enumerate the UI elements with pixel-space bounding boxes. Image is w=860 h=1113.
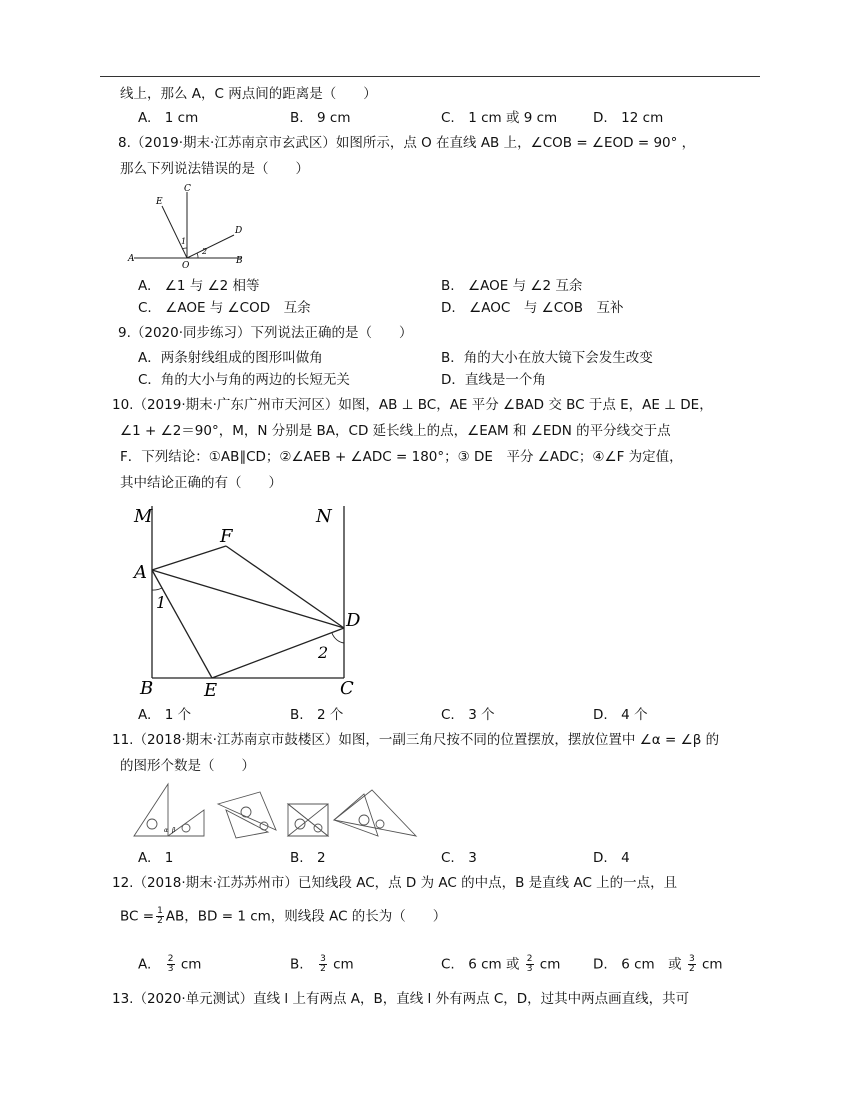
option-label: B. [290, 956, 304, 973]
fraction [688, 955, 696, 974]
q7-text: 线上，那么 A，C 两点间的距离是（ ） [120, 86, 377, 102]
q12-option-b [290, 955, 354, 974]
label-a: A [128, 254, 135, 264]
label-c: C [340, 678, 354, 699]
q8-option-d: D. ∠AOC 与 ∠COB 互补 [441, 300, 624, 316]
q10-geometry-figure [128, 498, 364, 700]
option-label: A. [138, 956, 152, 973]
q9-line1: 9.（2020·同步练习）下列说法正确的是（ ） [118, 325, 413, 341]
ray-od [187, 235, 234, 258]
q10-option-a: A. 1 个 [138, 707, 192, 723]
q12-line2-prefix: BC = [120, 908, 155, 925]
fraction-denominator: 3 [526, 964, 533, 974]
fraction-half [156, 907, 164, 926]
q12-option-a [138, 955, 201, 974]
fraction-denominator: 2 [688, 964, 695, 974]
label-b: B [140, 678, 154, 699]
label-n: N [316, 506, 332, 527]
label-d: D [235, 226, 243, 236]
fraction-denominator: 2 [157, 916, 163, 926]
fraction [319, 955, 327, 974]
q10-line2: ∠1 + ∠2＝90°，M，N 分别是 BA，CD 延长线上的点，∠EAM 和 ∠EDN 的平分线交于点 [120, 423, 671, 439]
q8-line1: 8.（2019·期末·江苏南京市玄武区）如图所示，点 O 在直线 AB 上，∠COB = ∠EOD = 90° ， [118, 135, 696, 151]
q11-option-d: D. 4 [593, 850, 630, 866]
label-m: M [134, 506, 153, 527]
q10-option-d: D. 4 个 [593, 707, 648, 723]
q8-line2: 那么下列说法错误的是（ ） [120, 161, 309, 177]
label-angle-2: 2 [318, 643, 329, 662]
q8-angle-figure [124, 182, 250, 268]
q11-line1: 11.（2018·期末·江苏南京市鼓楼区）如图，一副三角尺按不同的位置摆放，摆放位置中 ∠α = ∠β 的 [112, 732, 720, 748]
q11-line2: 的图形个数是（ ） [120, 758, 255, 774]
q10-line3: F．下列结论：①AB∥CD；②∠AEB + ∠ADC = 180°；③ DE 平分 ∠ADC；④∠F 为定值， [120, 449, 683, 465]
q13-line1: 13.（2020·单元测试）直线 l 上有两点 A，B，直线 l 外有两点 C，D，过其中两点画直线，共可 [112, 991, 690, 1007]
q12-option-c [441, 955, 560, 974]
fraction-denominator: 3 [167, 964, 174, 974]
fraction [526, 955, 534, 974]
label-f: F [220, 526, 233, 547]
q8-option-c: C. ∠AOE 与 ∠COD 互余 [138, 300, 311, 316]
fraction-numerator: 2 [526, 954, 533, 964]
q8-option-a: A. ∠1 与 ∠2 相等 [138, 278, 260, 294]
q7-option-a: A. 1 cm [138, 110, 199, 126]
q10-line1: 10.（2019·期末·广东广州市天河区）如图，AB ⊥ BC，AE 平分 ∠BAD 交 BC 于点 E，AE ⊥ DE， [112, 397, 713, 413]
set-square-figure-2 [218, 792, 276, 838]
fraction-numerator: 3 [688, 954, 695, 964]
fraction-numerator: 3 [320, 954, 326, 964]
label-o: O [182, 261, 190, 268]
label-angle-1: 1 [156, 593, 167, 612]
label-angle-2: 2 [202, 247, 208, 256]
label-e: E [156, 197, 163, 207]
q9-option-a: A．两条射线组成的图形叫做角 [138, 350, 323, 366]
label-d: D [346, 610, 361, 631]
fraction-denominator: 2 [320, 964, 326, 974]
unit: cm [539, 956, 561, 973]
beta-label: β [172, 827, 176, 834]
ray-oe [162, 206, 187, 258]
q12-line1: 12.（2018·期末·江苏苏州市）已知线段 AC，点 D 为 AC 的中点，B 是直线 AC 上的一点，且 [112, 875, 678, 891]
q11-option-a: A. 1 [138, 850, 174, 866]
label-e: E [204, 680, 218, 700]
q11-option-c: C. 3 [441, 850, 477, 866]
label-c: C [184, 184, 191, 194]
label-angle-1: 1 [181, 237, 187, 246]
q9-option-d: D．直线是一个角 [441, 372, 546, 388]
q8-option-b: B. ∠AOE 与 ∠2 互余 [441, 278, 583, 294]
q10-option-b: B. 2 个 [290, 707, 344, 723]
alpha-label: α [164, 827, 169, 834]
set-square-figure-1 [134, 784, 204, 836]
q9-option-c: C．角的大小与角的两边的长短无关 [138, 372, 350, 388]
unit: cm [180, 956, 202, 973]
q10-line4: 其中结论正确的有（ ） [120, 475, 282, 491]
set-square-figure-4 [334, 790, 416, 836]
set-square-figure-3 [288, 804, 328, 836]
label-a: A [134, 562, 147, 583]
fraction-numerator: 1 [157, 906, 163, 916]
q11-triangle-rulers-figure [128, 780, 424, 840]
fraction [167, 955, 175, 974]
header-rule [100, 76, 760, 77]
q7-option-c: C. 1 cm 或 9 cm [441, 110, 558, 126]
unit: cm [333, 956, 354, 973]
q7-option-b: B. 9 cm [290, 110, 351, 126]
unit: cm [701, 956, 723, 973]
q7-option-d: D. 12 cm [593, 110, 664, 126]
q10-option-c: C. 3 个 [441, 707, 495, 723]
q9-option-b: B．角的大小在放大镜下会发生改变 [441, 350, 653, 366]
label-b: B [236, 256, 243, 266]
q11-option-b: B. 2 [290, 850, 326, 866]
option-label: D. [593, 956, 608, 973]
q12-line2 [120, 907, 446, 926]
option-prefix: 6 cm 或 [621, 956, 682, 973]
option-label: C. [441, 956, 455, 973]
q12-line2-suffix: AB，BD = 1 cm，则线段 AC 的长为（ ） [165, 908, 447, 925]
fraction-numerator: 2 [167, 954, 174, 964]
option-prefix: 6 cm 或 [468, 956, 520, 973]
q12-option-d [593, 955, 723, 974]
